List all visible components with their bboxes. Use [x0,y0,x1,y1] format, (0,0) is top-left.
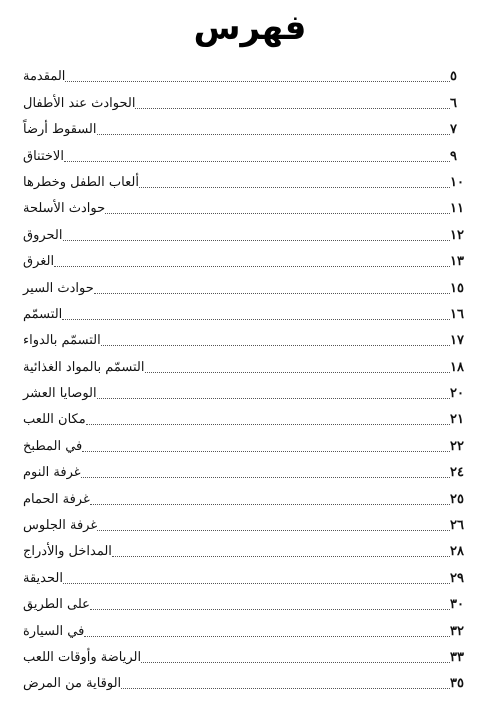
toc-entry-title: الوصايا العشر [23,386,97,402]
toc-entry[interactable] [20,509,472,535]
toc-entry-title: التسمّم بالدواء [23,333,101,349]
dot-leader [82,450,450,452]
toc-entry-title: غرفة الحمام [23,491,90,507]
toc-entry-page-number: ١١ [450,201,464,217]
page-title: فهرس [193,8,307,48]
toc-entry[interactable] [20,588,472,614]
toc-entry-title: في المطبخ [23,438,83,454]
toc-entry-page-number: ١٣ [450,254,464,270]
toc-entry-title: ألعاب الطفل وخطرها [23,174,139,190]
toc-entry-title: الوقاية من المرض [23,676,122,692]
toc-entry-page-number: ٣٥ [450,676,464,692]
toc-entry-page-number: ١٠ [450,174,464,190]
toc-entry-page-number: ٢٦ [450,518,464,534]
dot-leader [63,239,450,241]
toc-entry-title: التسمّم [23,306,63,322]
toc-entry[interactable] [20,456,472,482]
toc-entry[interactable] [20,166,472,192]
toc-entry-title: حوادث السير [23,280,94,296]
toc-entry[interactable] [20,667,472,693]
toc-entry[interactable] [20,429,472,455]
dot-leader [139,186,450,188]
toc-entry-title: في السيارة [23,623,85,639]
dot-leader [145,371,451,373]
toc-entry[interactable] [20,535,472,561]
toc-entry[interactable] [20,271,472,297]
toc-entry-title: الغرق [23,254,55,270]
toc-entry-title: الحروق [23,227,63,243]
toc-entry[interactable] [20,113,472,139]
toc-entry[interactable] [20,60,472,86]
toc-entry[interactable] [20,482,472,508]
toc-entry[interactable] [20,86,472,112]
toc-entry-title: حوادث الأسلحة [23,201,106,217]
toc-entry-title: السقوط أرضاً [23,122,97,138]
toc-entry-page-number: ١٢ [450,227,464,243]
toc-entry-title: على الطريق [23,597,90,613]
toc-entry-page-number: ٩ [450,148,457,164]
dot-leader [63,582,450,584]
toc-entry[interactable] [20,561,472,587]
dot-leader [141,661,450,663]
toc-entry-page-number: ٢٢ [450,438,464,454]
toc-entry[interactable] [20,245,472,271]
dot-leader [97,397,450,399]
toc-entry-page-number: ١٦ [450,306,464,322]
toc-entry-page-number: ٧ [450,122,457,138]
toc-entry-title: التسمّم بالمواد الغذائية [23,359,145,375]
dot-leader [135,107,450,109]
toc-entry-page-number: ٢٥ [450,491,464,507]
toc-entry-page-number: ٣٠ [450,597,464,613]
toc-entry-page-number: ٢٤ [450,465,464,481]
toc-entry[interactable] [20,139,472,165]
toc-entry-page-number: ٢٠ [450,386,464,402]
toc-entry-title: الحديقة [23,570,63,586]
toc-entry[interactable] [20,218,472,244]
toc-entry-page-number: ١٧ [450,333,464,349]
dot-leader [97,529,450,531]
toc-entry-title: غرفة النوم [23,465,81,481]
toc-entry-page-number: ٢١ [450,412,464,428]
toc-entry[interactable] [20,298,472,324]
dot-leader [97,133,450,135]
toc-entry-page-number: ٢٨ [450,544,464,560]
dot-leader [121,687,450,689]
toc-entry-page-number: ٣٣ [450,649,464,665]
dot-leader [94,292,450,294]
toc-entry-title: غرفة الجلوس [23,518,98,534]
toc-entry-page-number: ٣٢ [450,623,464,639]
toc-entry-page-number: ٢٩ [450,570,464,586]
toc-entry-title: الرياضة وأوقات اللعب [23,649,142,665]
toc-entry-title: الاختناق [23,148,64,164]
toc-entry-page-number: ٦ [450,95,457,111]
toc-entry[interactable] [20,641,472,667]
toc-entry[interactable] [20,324,472,350]
toc-entry[interactable] [20,377,472,403]
toc-entry-page-number: ١٥ [450,280,464,296]
table-of-contents [20,60,472,693]
toc-entry-title: المداخل والأدراج [23,544,112,560]
dot-leader [84,635,450,637]
toc-entry-page-number: ١٨ [450,359,464,375]
dot-leader [86,423,450,425]
dot-leader [101,344,450,346]
toc-entry-title: المقدمة [23,69,66,85]
toc-entry-title: الحوادث عند الأطفال [23,95,136,111]
dot-leader [64,160,450,162]
dot-leader [81,476,450,478]
toc-entry[interactable] [20,192,472,218]
dot-leader [90,503,450,505]
dot-leader [112,555,450,557]
toc-entry[interactable] [20,614,472,640]
dot-leader [105,212,450,214]
dot-leader [62,318,450,320]
toc-entry[interactable] [20,403,472,429]
toc-entry-page-number: ٥ [450,69,457,85]
dot-leader [54,265,450,267]
dot-leader [65,80,450,82]
dot-leader [90,608,450,610]
toc-entry-title: مكان اللعب [23,412,86,428]
toc-entry[interactable] [20,350,472,376]
